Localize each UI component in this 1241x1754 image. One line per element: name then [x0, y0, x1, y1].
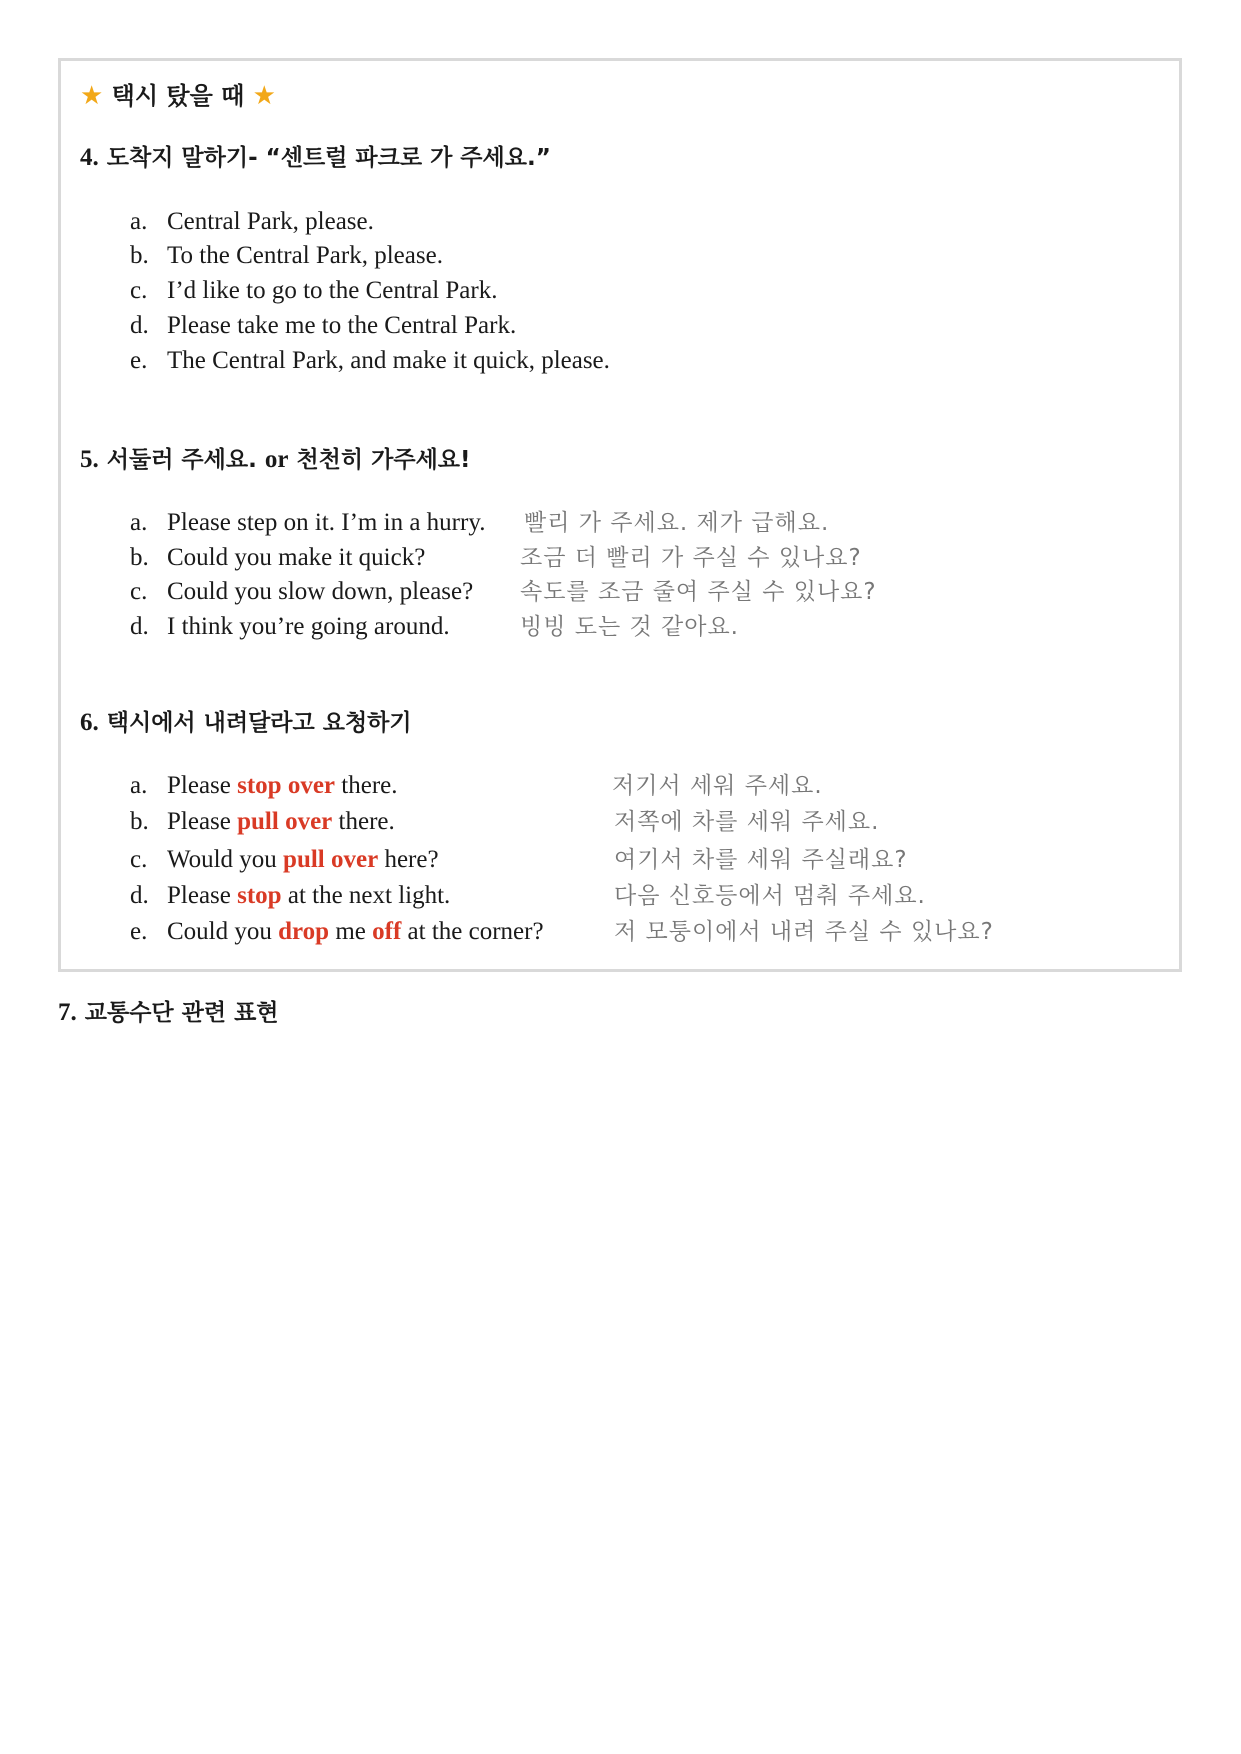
- highlighted-phrase: pull over: [237, 808, 333, 835]
- list-marker: b.: [130, 242, 149, 269]
- section-title-or: or: [264, 446, 289, 473]
- section-title-part: 서둘러 주세요.: [106, 447, 257, 473]
- list-item-text: at the next light.: [281, 882, 451, 909]
- list-item: [130, 770, 398, 802]
- list-item-text: To the Central Park, please.: [167, 242, 443, 269]
- list-marker: d.: [130, 882, 149, 909]
- list-item: [130, 310, 516, 342]
- list-item: [130, 576, 473, 608]
- list-item: [130, 240, 443, 272]
- list-item-text: Please take me to the Central Park.: [167, 312, 517, 339]
- korean-translation: 저쪽에 차를 세워 주세요.: [614, 809, 880, 835]
- list-marker: b.: [130, 544, 149, 571]
- list-item: [130, 275, 497, 307]
- section-number: 7.: [58, 999, 77, 1026]
- korean-translation: 속도를 조금 줄여 주실 수 있나요?: [520, 579, 877, 605]
- section-title-part: 천천히 가주세요!: [296, 447, 471, 473]
- list-item: [130, 611, 450, 643]
- list-marker: a.: [130, 208, 148, 235]
- list-item: [130, 880, 450, 912]
- highlighted-phrase: off: [372, 918, 402, 945]
- list-item-text: Could you slow down, please?: [167, 578, 474, 605]
- section-title: 택시에서 내려달라고 요청하기: [106, 710, 412, 736]
- korean-translation: 빨리 가 주세요. 제가 급해요.: [524, 510, 830, 536]
- box-title-text: 택시 탔을 때: [111, 82, 245, 110]
- list-marker: c.: [130, 578, 148, 605]
- list-item-text: I’d like to go to the Central Park.: [167, 277, 498, 304]
- list-item: [130, 206, 374, 238]
- korean-translation: 여기서 차를 세워 주실래요?: [614, 847, 908, 873]
- list-item: [130, 345, 610, 377]
- list-item-text: Please: [167, 808, 238, 835]
- korean-translation: 다음 신호등에서 멈춰 주세요.: [614, 883, 926, 909]
- list-marker: a.: [130, 772, 148, 799]
- list-item-text: there.: [332, 808, 395, 835]
- korean-translation: 저기서 세워 주세요.: [612, 773, 823, 799]
- section-5-heading: [80, 444, 471, 476]
- list-item-text: here?: [378, 846, 439, 873]
- list-item-text: at the corner?: [401, 918, 544, 945]
- section-4-heading: [80, 142, 551, 174]
- list-marker: b.: [130, 808, 149, 835]
- star-icon: ★: [252, 81, 276, 111]
- list-item-text: The Central Park, and make it quick, please.: [167, 347, 610, 374]
- star-icon: ★: [80, 81, 104, 111]
- list-item-text: Would you: [167, 846, 284, 873]
- list-marker: e.: [130, 347, 148, 374]
- list-item-text: there.: [335, 772, 398, 799]
- list-marker: e.: [130, 918, 148, 945]
- list-item-text: I think you’re going around.: [167, 613, 450, 640]
- list-item: [130, 507, 485, 539]
- list-item: [130, 916, 544, 948]
- list-item-text: Please: [167, 882, 238, 909]
- list-item: [130, 806, 395, 838]
- list-marker: a.: [130, 509, 148, 536]
- korean-translation: 조금 더 빨리 가 주실 수 있나요?: [520, 545, 862, 571]
- highlighted-phrase: stop: [237, 882, 282, 909]
- section-7-heading: [58, 997, 279, 1029]
- korean-translation: 빙빙 도는 것 같아요.: [520, 614, 739, 640]
- list-item-text: me: [329, 918, 373, 945]
- list-item: [130, 844, 439, 876]
- box-title: [80, 80, 276, 112]
- highlighted-phrase: stop over: [237, 772, 336, 799]
- section-number: 6.: [80, 709, 99, 736]
- korean-translation: 저 모퉁이에서 내려 주실 수 있나요?: [614, 919, 994, 945]
- list-marker: d.: [130, 312, 149, 339]
- list-item-text: Could you: [167, 918, 279, 945]
- section-number: 5.: [80, 446, 99, 473]
- list-marker: c.: [130, 277, 148, 304]
- highlighted-phrase: drop: [278, 918, 330, 945]
- section-6-heading: [80, 707, 412, 739]
- list-item-text: Central Park, please.: [167, 208, 374, 235]
- highlighted-phrase: pull over: [283, 846, 379, 873]
- list-item-text: Please step on it. I’m in a hurry.: [167, 509, 486, 536]
- section-title: 교통수단 관련 표현: [84, 1000, 279, 1026]
- list-item-text: Please: [167, 772, 238, 799]
- list-item-text: Could you make it quick?: [167, 544, 426, 571]
- list-marker: d.: [130, 613, 149, 640]
- list-marker: c.: [130, 846, 148, 873]
- list-item: [130, 542, 425, 574]
- section-number: 4.: [80, 144, 99, 171]
- section-title: 도착지 말하기- “센트럴 파크로 가 주세요.”: [106, 145, 551, 171]
